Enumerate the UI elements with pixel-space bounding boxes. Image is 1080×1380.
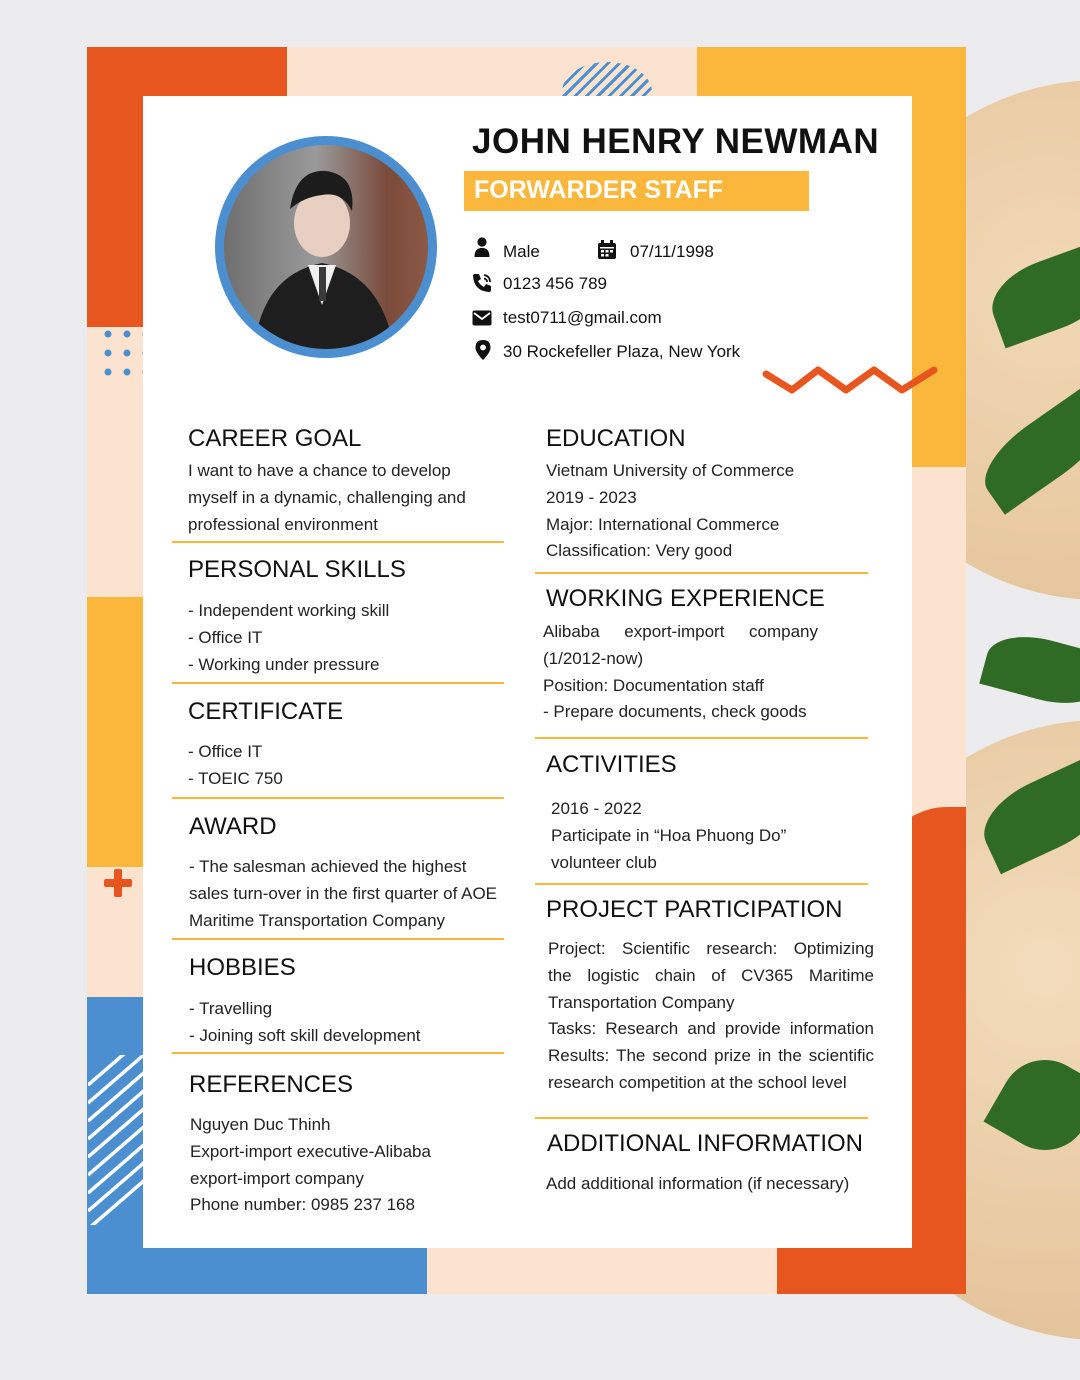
hobbies-title: HOBBIES (189, 954, 296, 981)
certificate-list: - Office IT - TOEIC 750 (188, 742, 283, 788)
working-experience-title: WORKING EXPERIENCE (546, 585, 825, 612)
project-participation-text: Project: Scientific research: Optimizing the logistic chain of CV365 Maritime Transportation Company Tasks: Research and provide information Results: The second prize in the scientific research competition at the school level (548, 939, 874, 1092)
section-divider (535, 883, 868, 885)
birthday-value: 07/11/1998 (630, 242, 714, 261)
candidate-name: JOHN HENRY NEWMAN (472, 122, 880, 161)
certificate-title: CERTIFICATE (188, 698, 344, 725)
calendar-icon (597, 240, 617, 260)
personal-skills-list: - Independent working skill - Office IT - Working under pressure (188, 601, 390, 674)
references-text: Nguyen Duc Thinh Export-import executive-Alibaba export-import company Phone number: 0985 237 168 (190, 1115, 431, 1215)
person-icon (472, 237, 492, 257)
activities-title: ACTIVITIES (546, 751, 677, 778)
award-title: AWARD (189, 813, 277, 840)
email-value: test0711@gmail.com (503, 308, 662, 327)
phone-icon (472, 273, 492, 293)
section-divider (535, 737, 868, 739)
activities-text: 2016 - 2022 Participate in “Hoa Phuong Do” volunteer club (551, 799, 787, 872)
mail-icon (472, 308, 492, 328)
fern-leaf (979, 625, 1080, 714)
section-divider (172, 541, 504, 543)
gender-value: Male (503, 242, 540, 261)
candidate-role: FORWARDER STAFF (474, 176, 724, 204)
personal-skills-title: PERSONAL SKILLS (188, 556, 406, 583)
striped-arc-decoration (88, 1055, 146, 1225)
section-divider (172, 1052, 504, 1054)
additional-information-text: Add additional information (if necessary) (546, 1174, 850, 1193)
address-value: 30 Rockefeller Plaza, New York (503, 342, 741, 361)
award-text: - The salesman achieved the highest sales turn-over in the first quarter of AOE Maritime Transportation Company (189, 857, 498, 930)
location-pin-icon (473, 340, 493, 360)
section-divider (172, 682, 504, 684)
education-title: EDUCATION (546, 425, 686, 452)
career-goal-title: CAREER GOAL (188, 425, 362, 452)
plus-decoration (104, 869, 132, 897)
section-divider (535, 1117, 868, 1119)
working-experience-text: Alibaba export-import company (1/2012-now) Position: Documentation staff - Prepare documents, check goods (543, 622, 818, 722)
section-divider (172, 797, 504, 799)
project-participation-title: PROJECT PARTICIPATION (546, 896, 843, 923)
additional-information-title: ADDITIONAL INFORMATION (547, 1130, 864, 1157)
profile-photo-frame (215, 136, 437, 358)
profile-photo (224, 145, 428, 349)
phone-value: 0123 456 789 (503, 274, 607, 293)
education-text: Vietnam University of Commerce 2019 - 2023 Major: International Commerce Classification: Very good (546, 461, 795, 561)
career-goal-text: I want to have a chance to develop myself in a dynamic, challenging and professional environment (188, 461, 466, 534)
hobbies-list: - Travelling - Joining soft skill development (189, 999, 421, 1045)
section-divider (535, 572, 868, 574)
section-divider (172, 938, 504, 940)
references-title: REFERENCES (189, 1071, 354, 1098)
zigzag-decoration (762, 362, 942, 398)
